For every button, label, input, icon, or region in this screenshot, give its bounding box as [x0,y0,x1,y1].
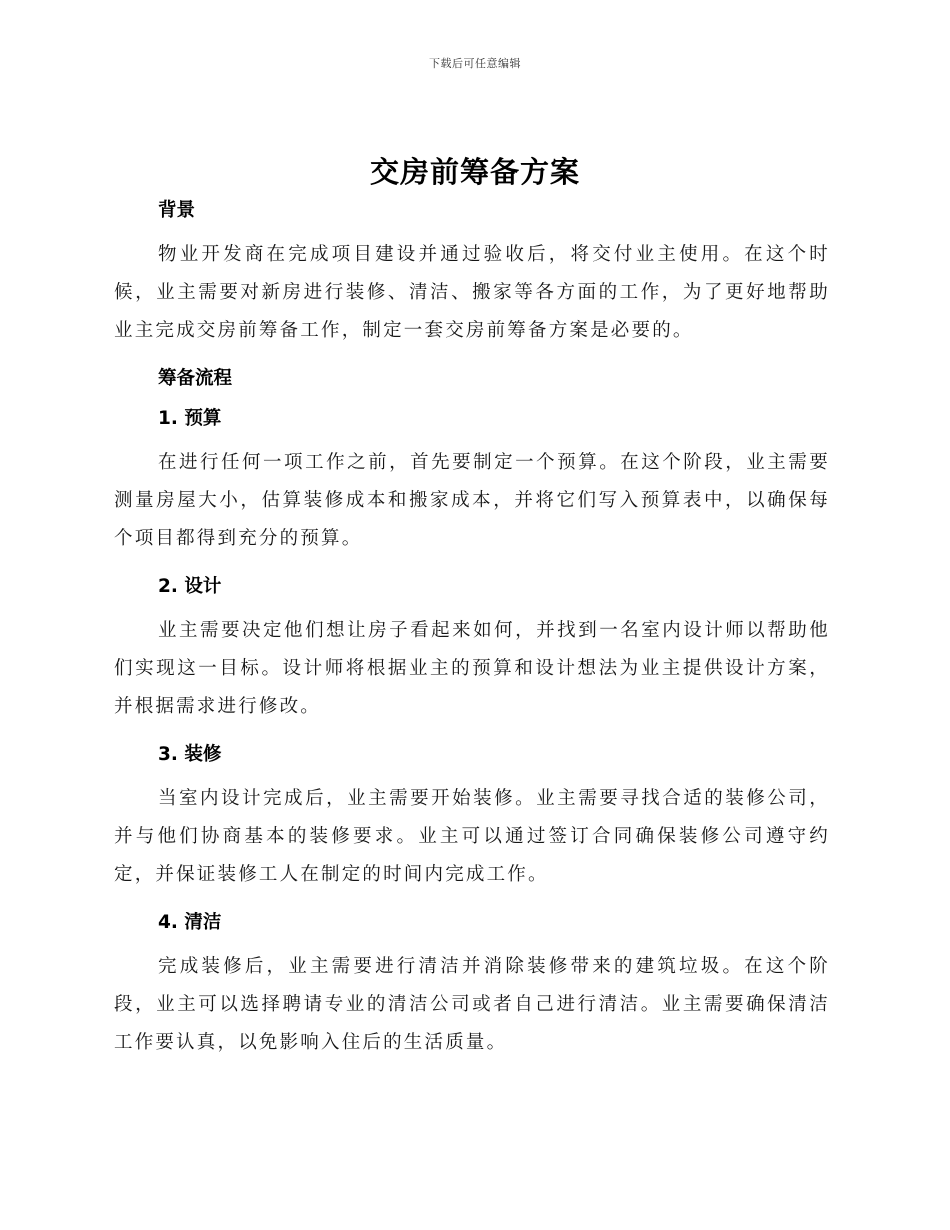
document-title: 交房前筹备方案 [369,155,580,189]
section-paragraph-background: 物业开发商在完成项目建设并通过验收后，将交付业主使用。在这个时候，业主需要对新房进行装修、清洁、搬家等各方面的工作，为了更好地帮助业主完成交房前筹备工作，制定一套交房前筹备方案是必要的。 [114,244,830,341]
header-note: 下载后可任意编辑 [429,57,521,70]
document-body [114,196,830,1076]
section-heading-renovation: 3. 装修 [158,744,222,765]
section-paragraph-cleaning: 完成装修后，业主需要进行清洁并消除装修带来的建筑垃圾。在这个阶段，业主可以选择聘请专业的清洁公司或者自己进行清洁。业主需要确保清洁工作要认真，以免影响入住后的生活质量。 [114,956,830,1053]
section-heading-budget: 1. 预算 [158,408,222,429]
section-paragraph-renovation: 当室内设计完成后，业主需要开始装修。业主需要寻找合适的装修公司，并与他们协商基本的装修要求。业主可以通过签订合同确保装修公司遵守约定，并保证装修工人在制定的时间内完成工作。 [114,788,830,885]
section-heading-design: 2. 设计 [158,576,222,597]
section-heading-process: 筹备流程 [158,368,233,389]
section-paragraph-budget: 在进行任何一项工作之前，首先要制定一个预算。在这个阶段，业主需要测量房屋大小，估算装修成本和搬家成本，并将它们写入预算表中，以确保每个项目都得到充分的预算。 [114,452,830,549]
section-heading-background: 背景 [158,200,196,221]
section-paragraph-design: 业主需要决定他们想让房子看起来如何，并找到一名室内设计师以帮助他们实现这一目标。设计师将根据业主的预算和设计想法为业主提供设计方案，并根据需求进行修改。 [114,620,830,717]
section-spacer [114,394,830,404]
section-heading-cleaning: 4. 清洁 [158,912,222,933]
